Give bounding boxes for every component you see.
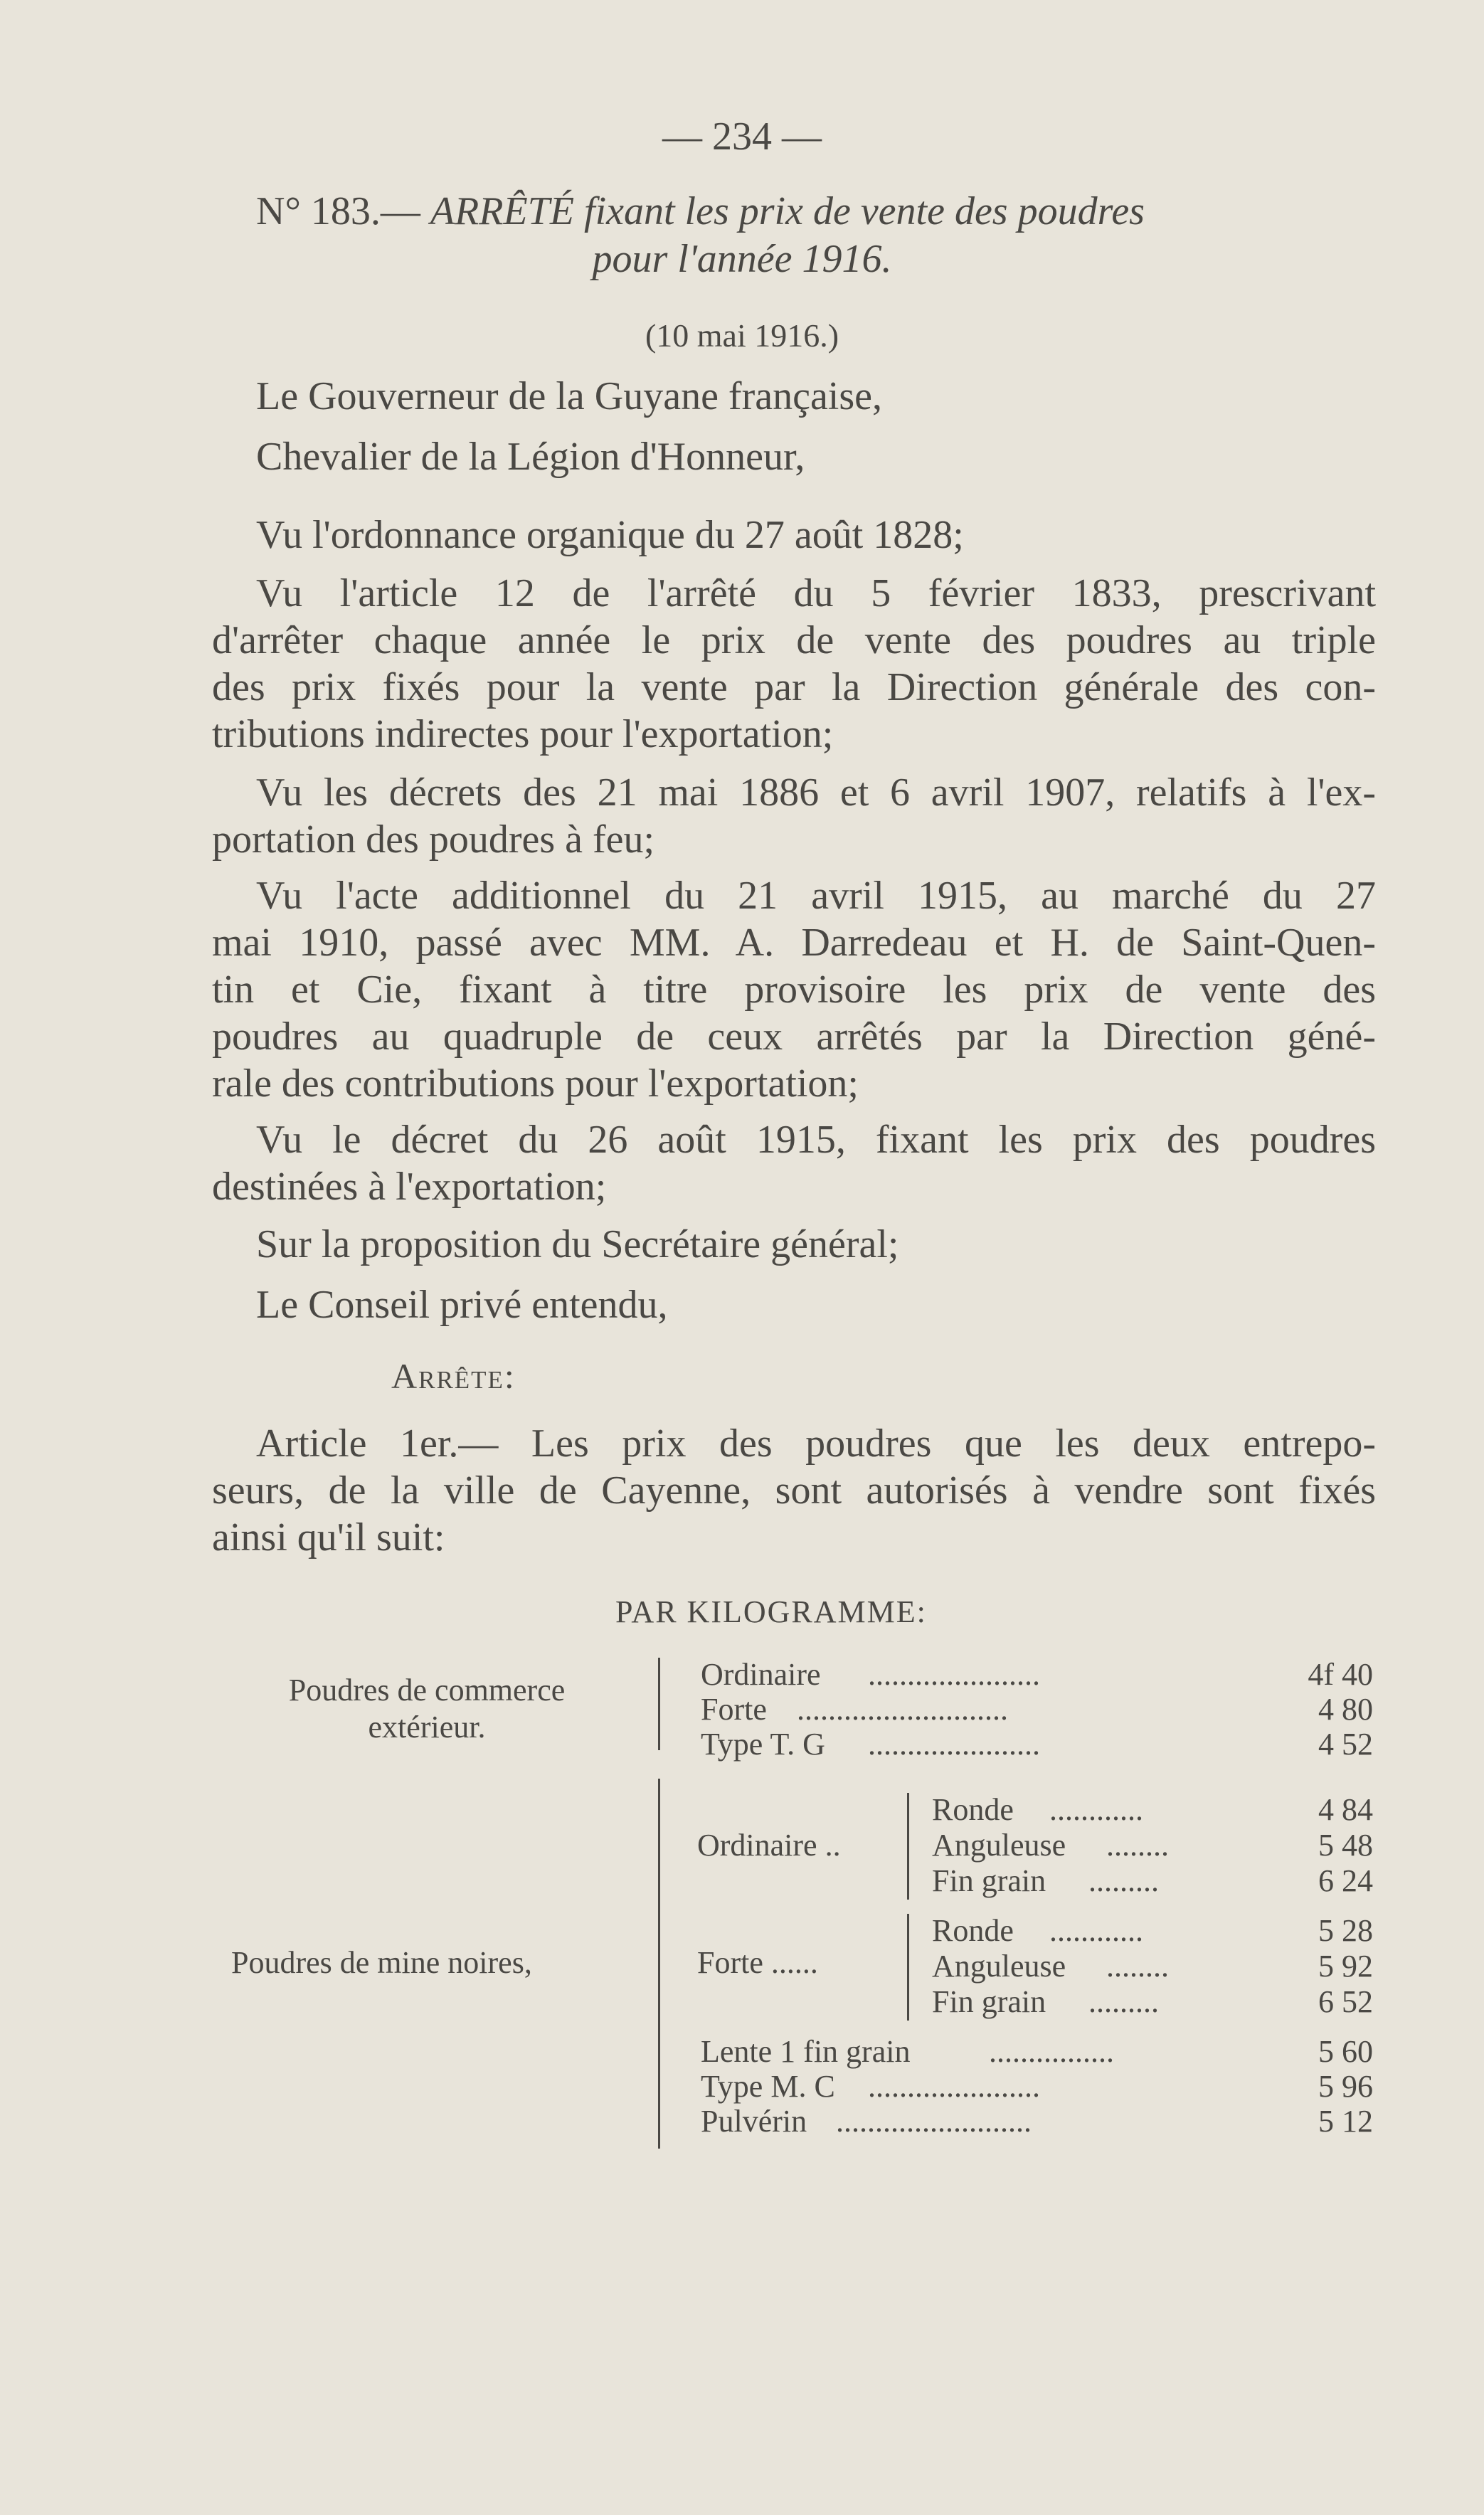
body-line: Vu l'article 12 de l'arrêté du 5 février 1833, prescrivant xyxy=(256,571,1376,615)
price-value: 4f 40 xyxy=(1308,1657,1373,1692)
body-line: tin et Cie, fixant à titre provisoire les prix de vente des xyxy=(212,968,1376,1012)
intro-line-2: Chevalier de la Légion d'Honneur, xyxy=(256,435,805,479)
body-line: Vu le décret du 26 août 1915, fixant les prix des poudres xyxy=(256,1118,1376,1162)
price-value: 6 24 xyxy=(1318,1863,1373,1898)
price-value: 5 60 xyxy=(1318,2034,1373,2069)
decree-heading-line1 xyxy=(256,189,1145,234)
price-row-name: Forte xyxy=(701,1692,767,1727)
decree-title-line2: pour l'année 1916. xyxy=(592,237,892,281)
price-row-leader: ........ xyxy=(1106,1828,1169,1863)
price-row-name: Fin grain xyxy=(932,1863,1046,1898)
price-value: 5 48 xyxy=(1318,1828,1373,1863)
page-number: — 234 — xyxy=(662,115,822,159)
price-row-leader: ......... xyxy=(1088,1984,1159,2019)
body-line: mai 1910, passé avec MM. A. Darredeau et H. de Saint-Quen- xyxy=(212,921,1376,965)
price-value: 5 12 xyxy=(1318,2104,1373,2139)
price-row-name: Type M. C xyxy=(701,2069,835,2104)
group2-brace xyxy=(658,1779,660,2149)
price-row-name: Lente 1 fin grain xyxy=(701,2034,911,2069)
price-value: 5 96 xyxy=(1318,2069,1373,2104)
price-row-leader: ...................... xyxy=(868,2069,1040,2104)
price-row-leader: ...................... xyxy=(868,1727,1040,1762)
table-heading: PAR KILOGRAMME: xyxy=(615,1594,927,1629)
price-row-name: Ronde xyxy=(932,1913,1014,1948)
body-line: d'arrêter chaque année le prix de vente des poudres au triple xyxy=(212,618,1376,662)
forte-label: Forte ...... xyxy=(697,1945,818,1980)
price-row-name: Type T. G xyxy=(701,1727,825,1762)
price-row-name: Fin grain xyxy=(932,1984,1046,2019)
body-line: tributions indirectes pour l'exportation; xyxy=(212,712,834,756)
price-value: 4 52 xyxy=(1318,1727,1373,1762)
intro-line-1: Le Gouverneur de la Guyane française, xyxy=(256,374,883,418)
decree-title: ARRÊTÉ fixant les prix de vente des poudres xyxy=(430,189,1145,233)
price-value: 4 84 xyxy=(1318,1792,1373,1827)
group2-label: Poudres de mine noires, xyxy=(231,1945,532,1980)
price-value: 5 92 xyxy=(1318,1949,1373,1984)
decree-number: N° 183.— xyxy=(256,189,420,233)
ordinaire-brace xyxy=(907,1793,909,1900)
price-row-leader: ........................... xyxy=(797,1692,1008,1727)
forte-brace xyxy=(907,1914,909,2021)
price-row-name: Anguleuse xyxy=(932,1949,1066,1984)
price-value: 5 28 xyxy=(1318,1913,1373,1948)
arrete-heading: Arrête: xyxy=(391,1356,516,1396)
body-line: ainsi qu'il suit: xyxy=(212,1515,445,1560)
price-row-leader: ......... xyxy=(1088,1863,1159,1898)
decree-date: (10 mai 1916.) xyxy=(645,317,839,354)
body-line: des prix fixés pour la vente par la Direction générale des con- xyxy=(212,665,1376,709)
body-line: Article 1er.— Les prix des poudres que les deux entrepo- xyxy=(256,1421,1376,1466)
body-line: seurs, de la ville de Cayenne, sont autorisés à vendre sont fixés xyxy=(212,1468,1376,1513)
price-row-leader: ......................... xyxy=(836,2104,1032,2139)
group1-label-line1: Poudres de commerce xyxy=(288,1673,566,1707)
body-line: portation des poudres à feu; xyxy=(212,817,655,862)
body-line: rale des contributions pour l'exportation; xyxy=(212,1061,859,1106)
price-row-name: Pulvérin xyxy=(701,2104,807,2139)
body-line: Sur la proposition du Secrétaire général; xyxy=(256,1222,899,1266)
group1-brace xyxy=(658,1658,660,1750)
price-value: 6 52 xyxy=(1318,1984,1373,2019)
group1-label-line2: extérieur. xyxy=(368,1710,486,1744)
price-row-name: Anguleuse xyxy=(932,1828,1066,1863)
price-row-leader: ........ xyxy=(1106,1949,1169,1984)
body-line: Vu l'acte additionnel du 21 avril 1915, au marché du 27 xyxy=(256,874,1376,918)
body-line: destinées à l'exportation; xyxy=(212,1165,607,1209)
ordinaire-label: Ordinaire .. xyxy=(697,1828,841,1863)
body-line: poudres au quadruple de ceux arrêtés par la Direction géné- xyxy=(212,1015,1376,1059)
price-row-name: Ronde xyxy=(932,1792,1014,1827)
body-line: Vu l'ordonnance organique du 27 août 1828; xyxy=(256,513,964,557)
price-row-leader: ...................... xyxy=(868,1657,1040,1692)
price-row-name: Ordinaire xyxy=(701,1657,821,1692)
price-row-leader: ............ xyxy=(1049,1913,1143,1948)
price-value: 4 80 xyxy=(1318,1692,1373,1727)
body-line: Vu les décrets des 21 mai 1886 et 6 avril 1907, relatifs à l'ex- xyxy=(256,771,1376,815)
price-row-leader: ................ xyxy=(989,2034,1114,2069)
price-row-leader: ............ xyxy=(1049,1792,1143,1827)
body-line: Le Conseil privé entendu, xyxy=(256,1283,668,1327)
